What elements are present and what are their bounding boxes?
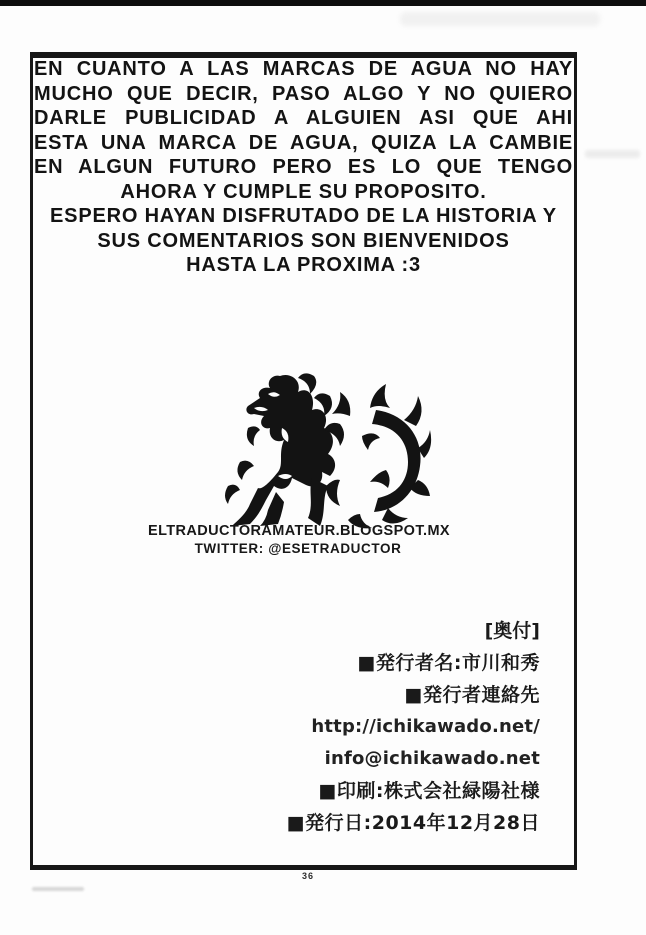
note-line: SUS COMENTARIOS SON BIENVENIDOS [97,229,510,252]
colophon-printer: ■印刷:株式会社緑陽社様 [318,780,540,802]
tribal-dragon-illustration [220,370,432,530]
colophon-email: info@ichikawado.net [324,748,540,769]
page-top-edge-bar [0,0,646,6]
note-line: DARLE PUBLICIDAD A ALGUIEN ASI QUE AHI [34,107,573,129]
translator-blog-url: ELTRADUCTORAMATEUR.BLOGSPOT.MX [148,523,450,539]
note-line: HASTA LA PROXIMA :3 [186,254,421,276]
colophon-title: [奥付] [484,620,540,642]
colophon-contact-label: ■発行者連絡先 [404,684,540,706]
colophon-website-url: http://ichikawado.net/ [311,716,540,737]
note-line: EN ALGUN FUTURO PERO ES LO QUE TENGO [34,156,573,178]
watermark-note [34,57,573,278]
colophon-publisher-name: ■発行者名:市川和秀 [357,652,540,674]
colophon-publication-date: ■発行日:2014年12月28日 [286,812,540,834]
note-line: ESTA UNA MARCA DE AGUA, QUIZA LA CAMBIE [34,131,573,154]
note-line: MUCHO QUE DECIR, PASO ALGO Y NO QUIERO [34,82,573,105]
note-line: EN CUANTO A LAS MARCAS DE AGUA NO HAY [34,58,573,80]
scan-smudge [400,12,600,26]
note-line: ESPERO HAYAN DISFRUTADO DE LA HISTORIA Y [50,205,557,227]
scan-smudge [32,887,84,891]
page-number: 36 [301,871,314,881]
scan-smudge [585,150,640,158]
translator-twitter-handle: TWITTER: @ESETRADUCTOR [194,541,402,556]
colophon-block [120,615,540,839]
note-line: AHORA Y CUMPLE SU PROPOSITO. [120,180,487,203]
translator-credit [148,523,448,557]
